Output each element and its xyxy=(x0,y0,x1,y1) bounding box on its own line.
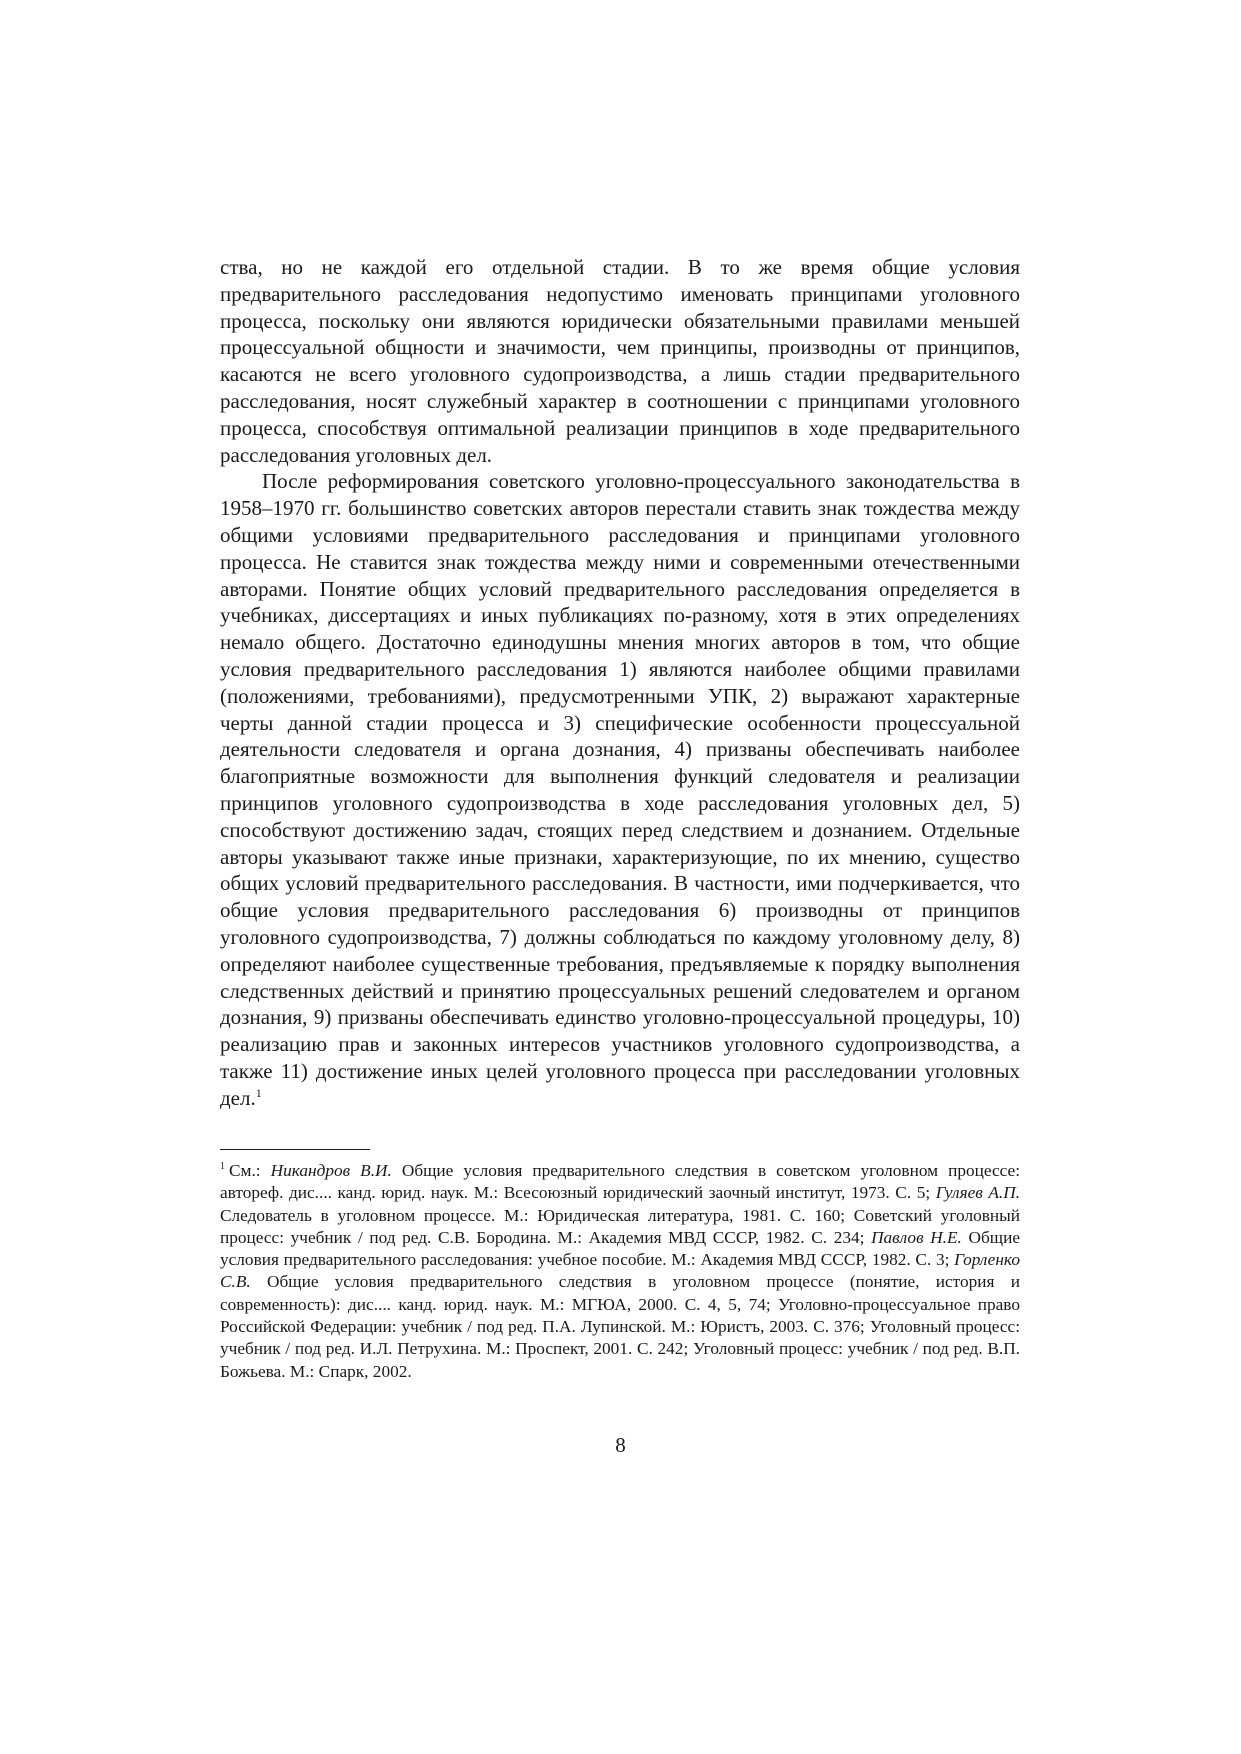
page-number: 8 xyxy=(615,1433,626,1457)
footnote-author: Горленко С.В. xyxy=(220,1250,1020,1292)
footnote-separator xyxy=(220,1149,370,1150)
footnote-marker: 1 xyxy=(220,1161,225,1172)
main-text xyxy=(220,254,1020,1112)
paragraph-text: ства, но не каждой его отдельной стадии. В то же время общие условия предварительного расследования недопустимо именовать принципами уголовного процесса, поскольку они являются юридически обязательными правилами меньшей процессуальной общности и значимости, чем принципы, производны от принципов, касаются не всего уголовного судопроизводства, а лишь стадии предварительного расследования, носят служебный характер в соотношении с принципами уголовного процесса, способствуя оптимальной реализации принципов в ходе предварительного расследования уголовных дел. xyxy=(220,255,1020,467)
body-paragraph: После реформирования советского уголовно-процессуального законодательства в 1958–1970 гг. большинство советских авторов перестали ставить знак тождества между общими условиями предварительного расследования и принципами уголовного процесса. Не ставится знак тождества между ними и современными отечественными авторами. Понятие общих условий предварительного расследования определяется в учебниках, диссертациях и иных публикациях по-разному, хотя в этих определениях немало общего. Достаточно единодушны мнения многих авторов в том, что общие условия предварительного расследования 1) являются наиболее общими правилами (положениями, требованиями), предусмотренными УПК, 2) выражают характерные черты данной стадии процесса и 3) специфические особенности процессуальной деятельности следователя и органа дознания, 4) призваны обеспечивать наиболее благоприятные возможности для выполнения функций следователя и реализации принципов уголовного судопроизводства в ходе расследования уголовных дел, 5) способствуют достижению задач, стоящих перед следствием и дознанием. Отдельные авторы указывают также иные признаки, характеризующие, по их мнению, существо общих условий предварительного расследования. В частности, ими подчеркивается, что общие условия предварительного расследования 6) производны от принципов уголовного судопроизводства, 7) должны соблюдаться по каждому уголовному делу, 8) определяют наиболее существенные требования, предъявляемые к порядку выполнения следственных действий и принятию процессуальных решений следователем и органом дознания, 9) призваны обеспечивать единство уголовно-процессуальной процедуры, 10) реализацию прав и законных интересов участников уголовного судопроизводства, а также 11) достижение иных целей уголовного процесса при расследовании уголовных дел.$^1$ xyxy=(220,469,1020,1110)
footnote-author: Никандров В.И. xyxy=(270,1161,392,1180)
footnote-text: Общие условия предварительного следствия в уголовном процессе (понятие, история и современность): дис.... канд. юрид. наук. М.: МГЮА, 2000. С. 4, 5, 74; Уголовно-процессуальное право Российской Федерации: учебник / под ред. П.А. Лупинской. М.: Юристъ, 2003. С. 376; Уголовный процесс: учебник / под ред. И.Л. Петрухина. М.: Проспект, 2001. С. 242; Уголовный процесс: учебник / под ред. В.П. Божьева. М.: Спарк, 2002. xyxy=(220,1272,1020,1381)
footnote-text: Общие условия предварительного следствия в советском уголовном процессе: автореф. дис.... канд. юрид. наук. М.: Всесоюзный юридический заочный институт, 1973. С. 5; xyxy=(220,1161,1020,1203)
paragraph-text: После реформирования советского уголовно-процессуального законодательства в 1958–1970 гг. большинство советских авторов перестали ставить знак тождества между общими условиями предварительного расследования и принципами уголовного процесса. Не ставится знак тождества между ними и современными отечественными авторами. Понятие общих условий предварительного расследования определяется в учебниках, диссертациях и иных публикациях по-разному, хотя в этих определениях немало общего. Достаточно единодушны мнения многих авторов в том, что общие условия предварительного расследования 1) являются наиболее общими правилами (положениями, требованиями), предусмотренными УПК, 2) выражают характерные черты данной стадии процесса и 3) специфические особенности процессуальной деятельности следователя и органа дознания, 4) призваны обеспечивать наиболее благоприятные возможности для выполнения функций следователя и реализации принципов уголовного судопроизводства в ходе расследования уголовных дел, 5) способствуют достижению задач, стоящих перед следствием и дознанием. Отдельные авторы указывают также иные признаки, характеризующие, по их мнению, существо общих условий предварительного расследования. В частности, ими подчеркивается, что общие условия предварительного расследования 6) производны от принципов уголовного судопроизводства, 7) должны соблюдаться по каждому уголовному делу, 8) определяют наиболее существенные требования, предъявляемые к порядку выполнения следственных действий и принятию процессуальных решений следователем и органом дознания, 9) призваны обеспечивать единство уголовно-процессуальной процедуры, 10) реализацию прав и законных интересов участников уголовного судопроизводства, а также 11) достижение иных целей уголовного процесса при расследовании уголовных дел xyxy=(220,469,1020,1110)
footnote-text: См.: xyxy=(229,1161,271,1180)
footnote-author: Гуляев А.П. xyxy=(935,1183,1021,1203)
footnote-text: Общие условия предварительного расследования: учебное пособие. М.: Академия МВД СССР, 1982. С. 3; xyxy=(220,1227,1020,1270)
body-paragraph xyxy=(220,254,1020,468)
footnote-reference[interactable]: 1 xyxy=(255,1085,262,1100)
footnote-author: Павлов Н.Е. xyxy=(871,1227,962,1247)
footnote xyxy=(220,1160,1020,1383)
footnote-text: Следователь в уголовном процессе. М.: Юридическая литература, 1981. С. 160; Советский уголовный процесс: учебник / под ред. С.В. Бородина. М.: Академия МВД СССР, 1982. С. 234; xyxy=(220,1205,1020,1247)
